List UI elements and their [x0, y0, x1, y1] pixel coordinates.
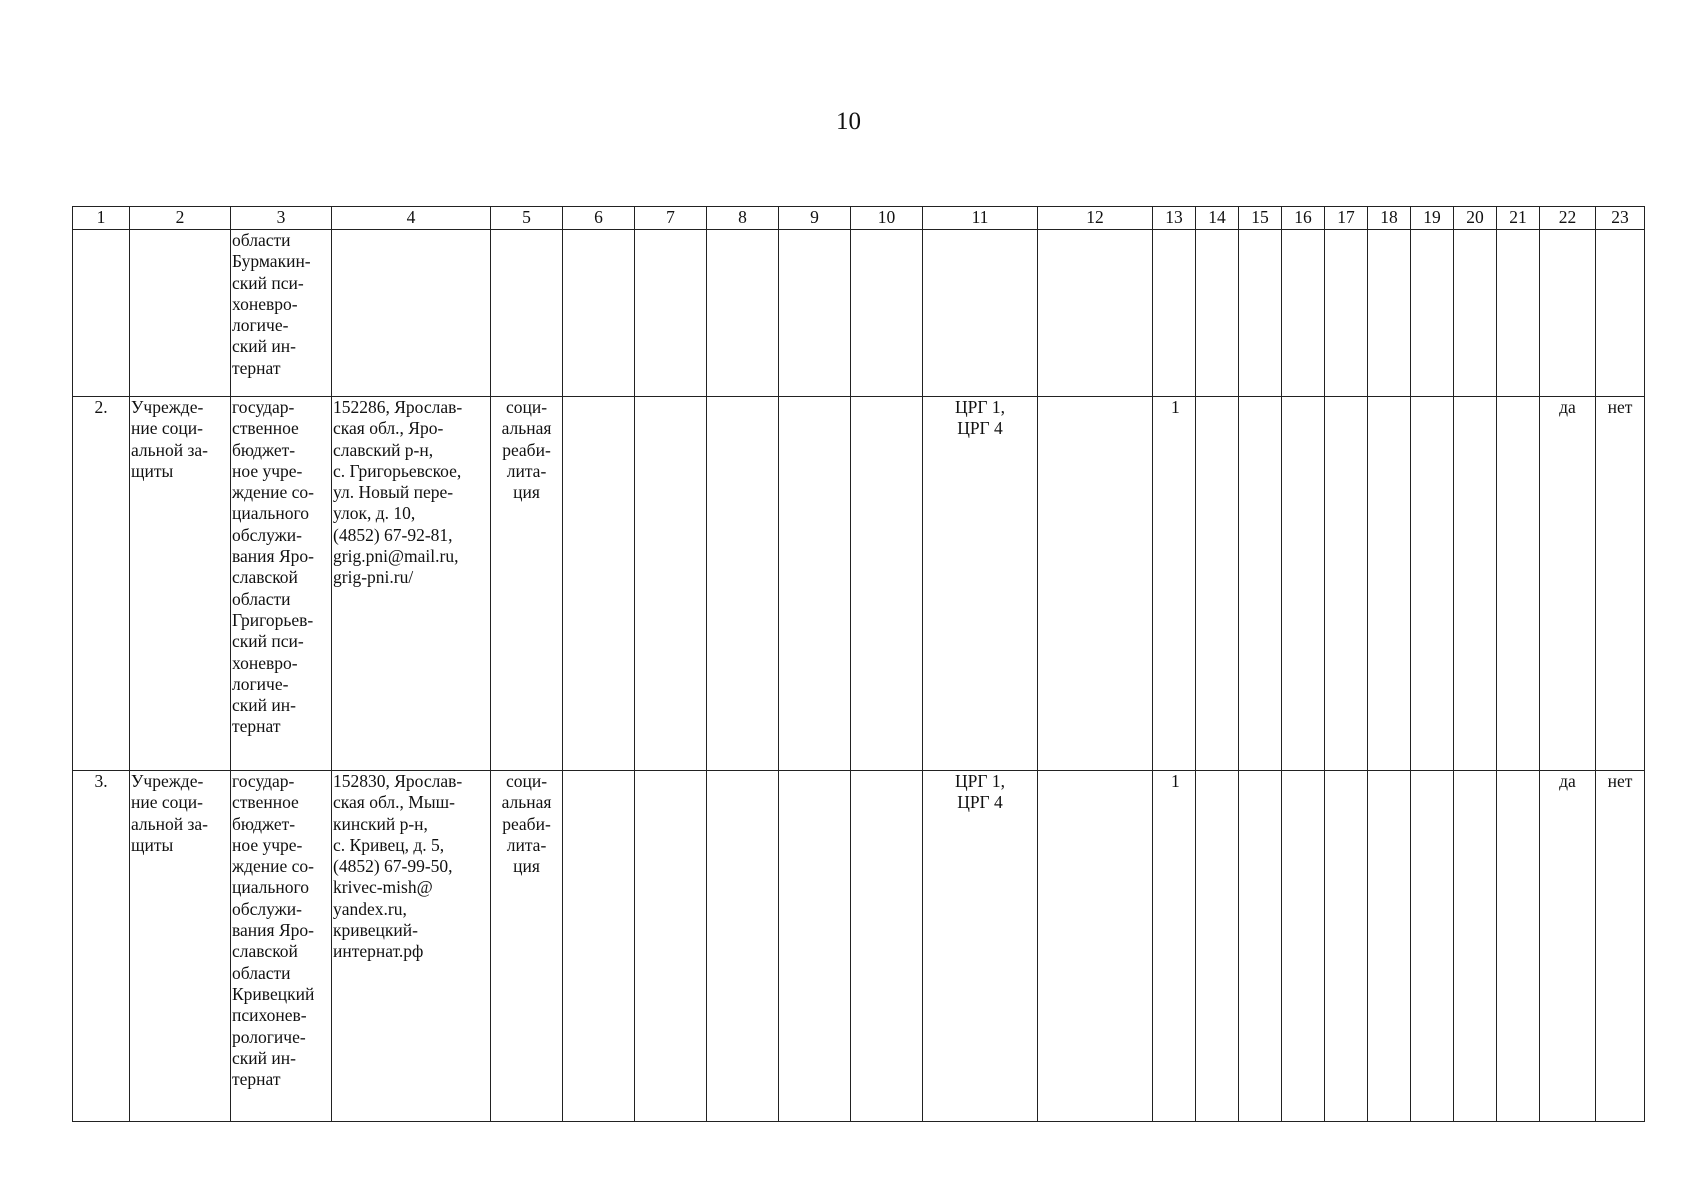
data-table — [72, 206, 1645, 1122]
empty-cell — [1454, 771, 1497, 1122]
empty-cell — [851, 230, 923, 397]
empty-cell — [1454, 397, 1497, 771]
empty-cell — [707, 771, 779, 1122]
column-header: 17 — [1325, 207, 1368, 230]
empty-cell — [563, 397, 635, 771]
empty-cell — [1497, 230, 1540, 397]
institution-type-cell — [130, 230, 231, 397]
yes-no-cell: нет — [1596, 771, 1645, 1122]
empty-cell — [1325, 771, 1368, 1122]
column-header: 13 — [1153, 207, 1196, 230]
count-cell: 1 — [1153, 397, 1196, 771]
column-header: 22 — [1540, 207, 1596, 230]
group-cell: ЦРГ 1, ЦРГ 4 — [923, 771, 1038, 1122]
table-row — [73, 397, 1645, 771]
empty-cell — [1038, 771, 1153, 1122]
column-header: 7 — [635, 207, 707, 230]
empty-cell — [1038, 397, 1153, 771]
yes-no-cell: да — [1540, 771, 1596, 1122]
column-header: 23 — [1596, 207, 1645, 230]
column-header: 11 — [923, 207, 1038, 230]
empty-cell — [1411, 230, 1454, 397]
column-header: 6 — [563, 207, 635, 230]
table-row — [73, 230, 1645, 397]
address-cell: 152830, Ярослав- ская обл., Мыш- кинский р-н, с. Кривец, д. 5, (4852) 67-99-50, krivec-mish@ yandex.ru, кривецкий- интернат.рф — [332, 771, 491, 1122]
row-number-cell: 2. — [73, 397, 130, 771]
empty-cell — [1368, 397, 1411, 771]
empty-cell — [779, 230, 851, 397]
empty-cell — [1239, 397, 1282, 771]
institution-name-cell: государ- ственное бюджет- ное учре- ждение со- циального обслужи- вания Яро- славской области Кривецкий психонев- рологиче- ский ин- тернат — [231, 771, 332, 1122]
column-header: 20 — [1454, 207, 1497, 230]
empty-cell — [779, 771, 851, 1122]
column-header: 14 — [1196, 207, 1239, 230]
empty-cell — [1368, 771, 1411, 1122]
address-cell: 152286, Ярослав- ская обл., Яро- славский р-н, с. Григорьевское, ул. Новый пере- улок, д. 10, (4852) 67-92-81, grig.pni@mail.ru, grig-pni.ru/ — [332, 397, 491, 771]
column-header: 1 — [73, 207, 130, 230]
empty-cell — [563, 771, 635, 1122]
empty-cell — [563, 230, 635, 397]
empty-cell — [851, 397, 923, 771]
yes-no-cell — [1596, 230, 1645, 397]
yes-no-cell: да — [1540, 397, 1596, 771]
service-type-cell: соци- альная реаби- лита- ция — [491, 397, 563, 771]
service-type-cell — [491, 230, 563, 397]
empty-cell — [635, 230, 707, 397]
institution-type-cell: Учрежде- ние соци- альной за- щиты — [130, 397, 231, 771]
column-header: 12 — [1038, 207, 1153, 230]
page-number: 10 — [836, 108, 861, 135]
empty-cell — [779, 397, 851, 771]
empty-cell — [851, 771, 923, 1122]
column-header: 15 — [1239, 207, 1282, 230]
yes-no-cell: нет — [1596, 397, 1645, 771]
column-header: 2 — [130, 207, 231, 230]
column-header: 21 — [1497, 207, 1540, 230]
empty-cell — [1411, 771, 1454, 1122]
row-number-cell: 3. — [73, 771, 130, 1122]
empty-cell — [1239, 771, 1282, 1122]
institution-name-cell: области Бурмакин- ский пси- хоневро- логиче- ский ин- тернат — [231, 230, 332, 397]
empty-cell — [1196, 397, 1239, 771]
table-row — [73, 771, 1645, 1122]
column-header: 10 — [851, 207, 923, 230]
count-cell: 1 — [1153, 771, 1196, 1122]
group-cell: ЦРГ 1, ЦРГ 4 — [923, 397, 1038, 771]
column-header: 5 — [491, 207, 563, 230]
column-header: 16 — [1282, 207, 1325, 230]
empty-cell — [1325, 230, 1368, 397]
column-header: 8 — [707, 207, 779, 230]
empty-cell — [1038, 230, 1153, 397]
address-cell — [332, 230, 491, 397]
column-header: 3 — [231, 207, 332, 230]
empty-cell — [1282, 397, 1325, 771]
yes-no-cell — [1540, 230, 1596, 397]
column-header: 4 — [332, 207, 491, 230]
empty-cell — [1196, 230, 1239, 397]
service-type-cell: соци- альная реаби- лита- ция — [491, 771, 563, 1122]
row-number-cell — [73, 230, 130, 397]
empty-cell — [1325, 397, 1368, 771]
empty-cell — [707, 230, 779, 397]
group-cell — [923, 230, 1038, 397]
empty-cell — [635, 771, 707, 1122]
institution-type-cell: Учрежде- ние соци- альной за- щиты — [130, 771, 231, 1122]
empty-cell — [1282, 771, 1325, 1122]
empty-cell — [707, 397, 779, 771]
empty-cell — [1497, 397, 1540, 771]
institution-name-cell: государ- ственное бюджет- ное учре- ждение со- циального обслужи- вания Яро- славской области Григорьев- ский пси- хоневро- логиче- ский ин- тернат — [231, 397, 332, 771]
empty-cell — [1411, 397, 1454, 771]
column-number-row — [73, 207, 1645, 230]
empty-cell — [1454, 230, 1497, 397]
empty-cell — [1196, 771, 1239, 1122]
column-header: 18 — [1368, 207, 1411, 230]
empty-cell — [1368, 230, 1411, 397]
empty-cell — [635, 397, 707, 771]
empty-cell — [1497, 771, 1540, 1122]
empty-cell — [1239, 230, 1282, 397]
column-header: 19 — [1411, 207, 1454, 230]
column-header: 9 — [779, 207, 851, 230]
empty-cell — [1282, 230, 1325, 397]
count-cell — [1153, 230, 1196, 397]
